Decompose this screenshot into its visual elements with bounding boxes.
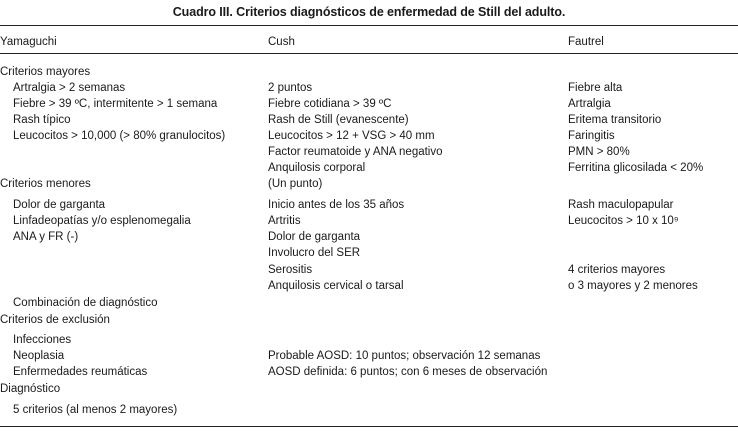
col-yamaguchi-cell: Criterios de exclusión bbox=[0, 314, 110, 326]
col-cush-cell: Probable AOSD: 10 puntos; observación 12 semanas bbox=[268, 350, 541, 362]
col-yamaguchi-cell: Leucocitos > 10,000 (> 80% granulocitos) bbox=[13, 130, 226, 142]
table-row bbox=[0, 295, 738, 311]
col-fautrel-cell: Faringitis bbox=[568, 130, 615, 142]
table-row bbox=[0, 245, 738, 261]
col-fautrel-cell: 4 criterios mayores bbox=[568, 264, 666, 276]
table-row bbox=[0, 312, 738, 328]
table-row bbox=[0, 229, 738, 245]
table-row bbox=[0, 213, 738, 229]
table-row bbox=[0, 197, 738, 213]
col-fautrel-cell: Eritema transitorio bbox=[568, 114, 662, 126]
top-rule bbox=[0, 25, 738, 26]
col-fautrel-cell: Rash maculopapular bbox=[568, 199, 674, 211]
col-fautrel-cell: Artralgia bbox=[568, 98, 611, 110]
col-yamaguchi-cell: Infecciones bbox=[13, 334, 72, 346]
table-row bbox=[0, 144, 738, 160]
col-cush-cell: Leucocitos > 12 + VSG > 40 mm bbox=[268, 130, 435, 142]
col-fautrel-cell: o 3 mayores y 2 menores bbox=[568, 280, 698, 292]
table-row bbox=[0, 160, 738, 176]
table-row bbox=[0, 381, 738, 397]
col-yamaguchi-cell: Neoplasia bbox=[13, 350, 65, 362]
table-title: Cuadro III. Criterios diagnósticos de enfermedad de Still del adulto. bbox=[172, 5, 566, 19]
col-fautrel-cell: PMN > 80% bbox=[568, 146, 630, 158]
col-cush-cell: Rash de Still (evanescente) bbox=[268, 114, 409, 126]
table-row bbox=[0, 262, 738, 278]
table-row bbox=[0, 112, 738, 128]
table-row bbox=[0, 80, 738, 96]
col-yamaguchi-cell: Diagnóstico bbox=[0, 383, 61, 395]
col-cush-cell: Factor reumatoide y ANA negativo bbox=[268, 146, 443, 158]
table-row bbox=[0, 278, 738, 294]
col-cush-cell: Involucro del SER bbox=[268, 247, 361, 259]
col-yamaguchi-cell: Rash típico bbox=[13, 114, 71, 126]
table-row bbox=[0, 402, 738, 418]
col-yamaguchi-cell: Linfadeopatías y/o esplenomegalia bbox=[13, 215, 191, 227]
col-cush-cell: Anquilosis corporal bbox=[268, 162, 366, 174]
table-row bbox=[0, 176, 738, 192]
col-cush-cell: Artritis bbox=[268, 215, 301, 227]
col-yamaguchi-cell: Artralgia > 2 semanas bbox=[13, 82, 126, 94]
header-rule bbox=[0, 53, 738, 54]
col-yamaguchi-cell: 5 criterios (al menos 2 mayores) bbox=[13, 404, 178, 416]
col-cush-cell: Anquilosis cervical o tarsal bbox=[268, 280, 404, 292]
bottom-rule bbox=[0, 426, 738, 427]
header-yamaguchi: Yamaguchi bbox=[0, 36, 57, 48]
table-row bbox=[0, 64, 738, 80]
col-cush-cell: AOSD definida: 6 puntos; con 6 meses de observación bbox=[268, 366, 548, 378]
table-row bbox=[0, 332, 738, 348]
header-fautrel: Fautrel bbox=[568, 36, 604, 48]
col-cush-cell: Serositis bbox=[268, 264, 313, 276]
table-row bbox=[0, 128, 738, 144]
table-row bbox=[0, 348, 738, 364]
table-row bbox=[0, 96, 738, 112]
col-yamaguchi-cell: Combinación de diagnóstico bbox=[13, 297, 158, 309]
col-fautrel-cell: Leucocitos > 10 x 10⁹ bbox=[568, 215, 679, 227]
col-yamaguchi-cell: Fiebre > 39 ºC, intermitente > 1 semana bbox=[13, 98, 218, 110]
col-cush-cell: Inicio antes de los 35 años bbox=[268, 199, 405, 211]
col-yamaguchi-cell: Criterios menores bbox=[0, 178, 91, 190]
col-cush-cell: Fiebre cotidiana > 39 ºC bbox=[268, 98, 392, 110]
table-row bbox=[0, 364, 738, 380]
col-cush-cell: 2 puntos bbox=[268, 82, 313, 94]
col-fautrel-cell: Fiebre alta bbox=[568, 82, 623, 94]
col-yamaguchi-cell: ANA y FR (-) bbox=[13, 231, 79, 243]
col-yamaguchi-cell: Dolor de garganta bbox=[13, 199, 106, 211]
header-cush: Cush bbox=[268, 36, 295, 48]
col-yamaguchi-cell: Enfermedades reumáticas bbox=[13, 366, 148, 378]
col-yamaguchi-cell: Criterios mayores bbox=[0, 66, 91, 78]
col-fautrel-cell: Ferritina glicosilada < 20% bbox=[568, 162, 704, 174]
col-cush-cell: Dolor de garganta bbox=[268, 231, 361, 243]
col-cush-cell: (Un punto) bbox=[268, 178, 323, 190]
